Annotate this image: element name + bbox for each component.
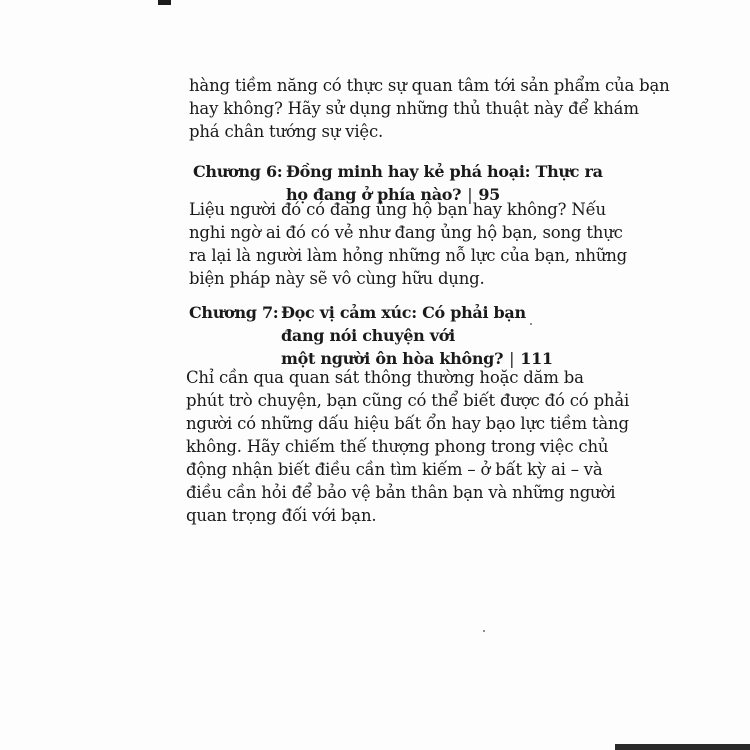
corner-scan-mark <box>158 0 171 5</box>
intro-line: phá chân tướng sự việc. <box>189 122 384 141</box>
chapter-title-line: Đồng minh hay kẻ phá hoại: Thực ra <box>286 162 603 181</box>
intro-line: hàng tiềm năng có thực sự quan tâm tới sản phẩm của bạn <box>189 76 670 95</box>
chapter-title-line: đang nói chuyện với <box>281 326 455 345</box>
description-line: Liệu người đó có đang ủng hộ bạn hay không? Nếu <box>189 200 606 219</box>
chapter-label: Chương 7: <box>189 303 279 322</box>
description-line: nghi ngờ ai đó có vẻ như đang ủng hộ bạn, song thực <box>189 223 623 242</box>
page-number: 111 <box>520 349 553 368</box>
page-number: 95 <box>478 185 501 204</box>
chapter-label: Chương 6: <box>193 162 283 181</box>
page-separator: | <box>509 349 515 368</box>
chapter-7-description <box>186 366 629 527</box>
chapter-6-description <box>189 198 627 290</box>
description-line: không. Hãy chiếm thế thượng phong trong việc chủ <box>186 437 609 456</box>
chapter-title-text: một người ôn hòa không? <box>281 349 504 368</box>
intro-line: hay không? Hãy sử dụng những thủ thuật này để khám <box>189 99 639 118</box>
description-line: quan trọng đối với bạn. <box>186 506 377 525</box>
chapter-title <box>281 301 553 370</box>
bottom-scan-edge <box>615 744 750 750</box>
description-line: biện pháp này sẽ vô cùng hữu dụng. <box>189 269 485 288</box>
description-line: động nhận biết điều cần tìm kiếm – ở bất kỳ ai – và <box>186 460 603 479</box>
description-line: phút trò chuyện, bạn cũng có thể biết được đó có phải <box>186 391 630 410</box>
page-separator: | <box>467 185 473 204</box>
scan-speck <box>483 630 485 632</box>
description-line: người có những dấu hiệu bất ổn hay bạo lực tiềm tàng <box>186 414 629 433</box>
chapter-title-line: Đọc vị cảm xúc: Có phải bạn <box>281 303 526 322</box>
description-line: ra lại là người làm hỏng những nỗ lực của bạn, những <box>189 246 628 265</box>
chapter-title-text: họ đang ở phía nào? <box>286 185 462 204</box>
description-line: Chỉ cần qua quan sát thông thường hoặc dăm ba <box>186 368 584 387</box>
description-line: điều cần hỏi để bảo vệ bản thân bạn và những người <box>186 483 616 502</box>
intro-paragraph <box>189 74 670 143</box>
